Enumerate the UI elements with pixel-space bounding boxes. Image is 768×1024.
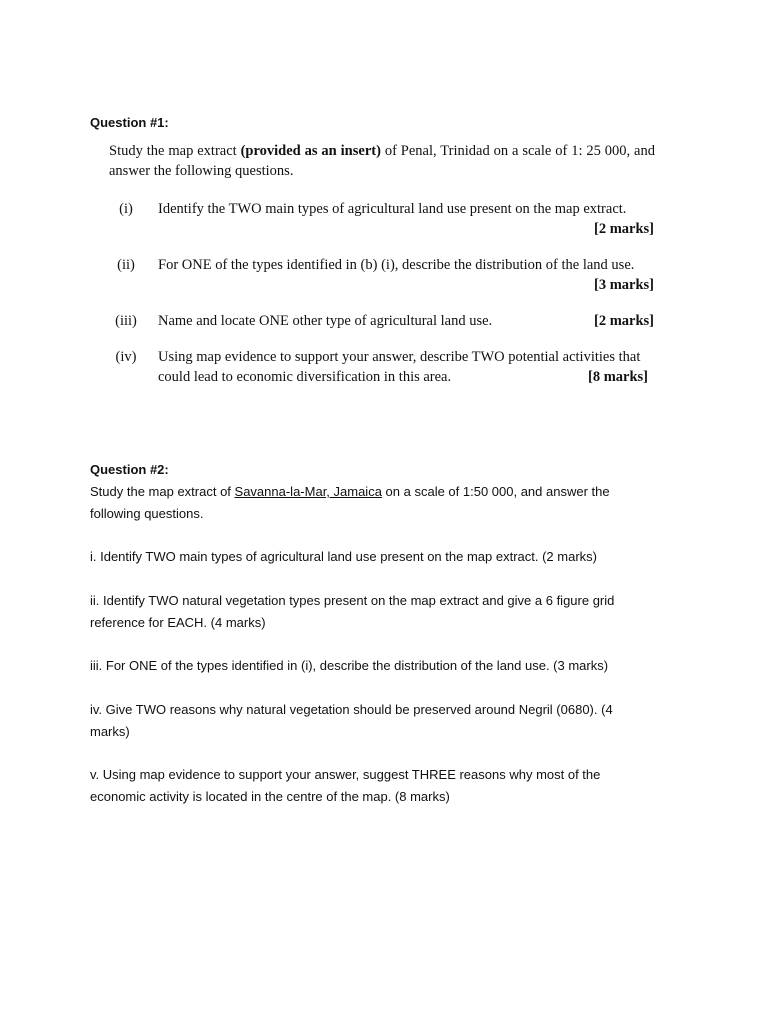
question-2-item-v: v. Using map evidence to support your answer, suggest THREE reasons why most of the economic activity is located in the centre of the map. (8 marks) — [90, 767, 601, 804]
question-2-intro-post: on a scale of 1:50 000, and answer the following questions. — [90, 484, 610, 521]
question-2-item-i: i. Identify TWO main types of agricultural land use present on the map extract. (2 marks) — [90, 549, 597, 564]
question-2-item-iv: iv. Give TWO reasons why natural vegetation should be preserved around Negril (0680). (4 marks) — [90, 702, 613, 739]
item-number: (ii) — [117, 257, 135, 273]
question-2-intro — [90, 481, 650, 525]
question-1-intro — [109, 141, 655, 181]
question-1-item-iii — [106, 311, 656, 331]
question-1-intro-post: of Penal, Trinidad on a scale of 1: 25 000, and answer the following questions. — [109, 143, 655, 179]
item-number: (iv) — [115, 349, 137, 365]
item-text: For ONE of the types identified in (b) (i), describe the distribution of the land use. — [158, 257, 635, 273]
item-marks: [2 marks] — [593, 221, 654, 237]
question-2-item-iii: iii. For ONE of the types identified in (i), describe the distribution of the land use. (3 marks) — [90, 658, 609, 673]
question-2-item-ii: ii. Identify TWO natural vegetation types present on the map extract and give a 6 figure grid reference for EACH. (4 marks) — [90, 593, 615, 630]
question-1-title: Question #1: — [90, 115, 169, 130]
question-2-intro-pre: Study the map extract of — [90, 484, 235, 499]
item-text-content: Using map evidence to support your answer, describe TWO potential activities that could lead to economic diversification in this area. — [158, 349, 641, 385]
item-text: Name and locate ONE other type of agricultural land use. — [158, 313, 493, 329]
question-1-intro-insert-note: (provided as an insert) — [240, 143, 381, 159]
item-text — [158, 347, 658, 387]
item-number: (i) — [119, 201, 133, 217]
question-1-item-i — [106, 199, 656, 239]
item-marks: [3 marks] — [593, 277, 654, 293]
question-1-item-iv — [106, 347, 656, 387]
question-1-intro-pre: Study the map extract — [109, 143, 241, 159]
item-marks: [2 marks] — [593, 313, 654, 329]
question-1-item-ii — [106, 255, 656, 295]
question-2-location-name: Savanna-la-Mar, Jamaica — [234, 484, 382, 499]
item-marks: [8 marks] — [587, 369, 648, 385]
item-number: (iii) — [115, 313, 137, 329]
question-2-title: Question #2: — [90, 462, 169, 477]
item-text: Identify the TWO main types of agricultural land use present on the map extract. — [158, 201, 627, 217]
